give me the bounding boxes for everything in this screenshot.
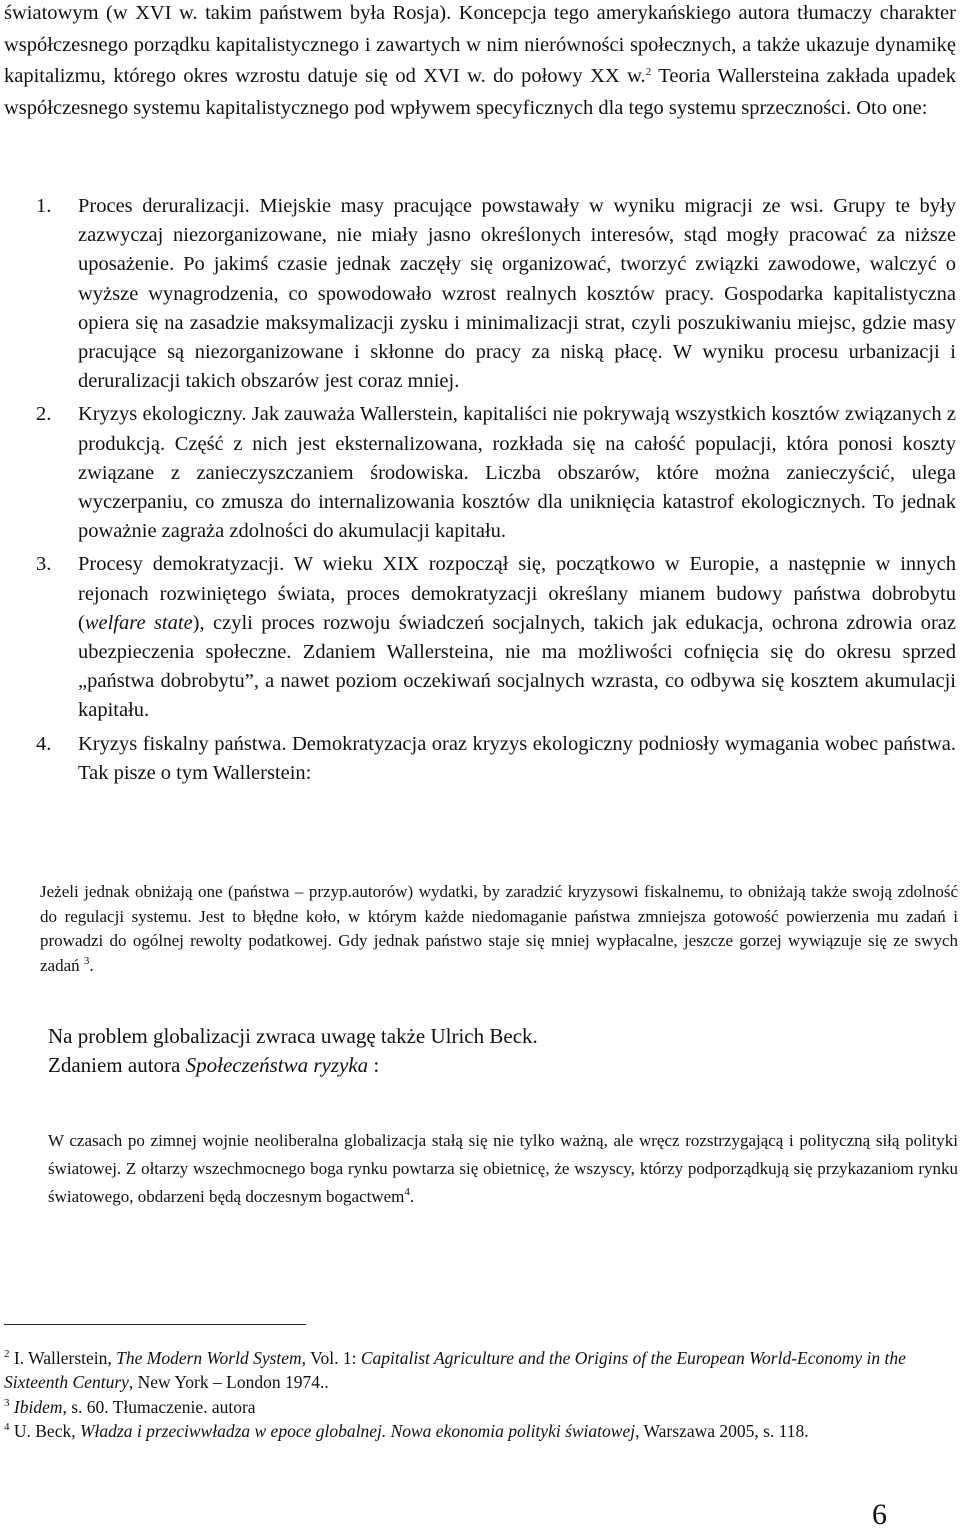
list-item [6, 550, 956, 725]
list-item-number: 3. [36, 553, 52, 576]
footnote: $^4$ U. Beck, Władza i przeciwwładza w epoce globalnej. Nowa ekonomia polityki światowej, Warszawa 2005, s. 118. [4, 1421, 809, 1442]
beck-intro-line: Zdaniem autora Społeczeństwa ryzyka : [48, 1053, 380, 1077]
list-item-text: Procesy demokratyzacji. W wieku XIX rozpoczął się, początkowo w Europie, a następnie w innych rejonach rozwiniętego świata, proces demokratyzacji określany mianem budowy państwa dobrobytu (welfare state), czyli proces rozwoju świadczeń socjalnych, takich jak edukacja, ochrona zdrowia oraz ubezpieczenia społeczne. Zdaniem Wallersteina, nie ma możliwości cofnięcia się do okresu sprzed „państwa dobrobytu”, a nawet poziom oczekiwań socjalnych wzrasta, co odbywa się kosztem akumulacji kapitału. [78, 553, 956, 722]
footnote: $^3$ Ibidem, s. 60. Tłumaczenie. autora [4, 1396, 256, 1417]
list-item [6, 192, 956, 396]
beck-intro [48, 1022, 948, 1080]
italic-term: welfare state [84, 611, 193, 634]
list-item [6, 730, 956, 788]
contradictions-list [6, 192, 956, 788]
list-item [6, 400, 956, 546]
footnote-number: 2 [4, 1348, 10, 1360]
beck-quote: W czasach po zimnej wojnie neoliberalna globalizacja stałą się nie tylko ważną, ale wręcz rozstrzygającą i polityczną siłą polityki światowej. Z ołtarzy wszechmocnego boga rynku powtarza się obietnicę, że wszyscy, którzy podporządkują się przykazaniom rynku światowego, obdarzeni będą doczesnym bogactwem$^4$. [48, 1131, 958, 1206]
footnotes [4, 1346, 940, 1444]
list-item-number: 1. [36, 195, 52, 217]
opening-paragraph: światowym (w XVI w. takim państwem była Rosja). Koncepcja tego amerykańskiego autora tłumaczy charakter współczesnego porządku kapitalistycznego i zawartych w nim nierówności społecznych, a także ukazuje dynamikę kapitalizmu, którego okres wzrostu datuje się od XVI w. do połowy XX w.$^2$ Teoria Wallersteina zakłada upadek współczesnego systemu kapitalistycznego pod wpływem specyficznych dla tego systemu sprzeczności. Oto one: [4, 2, 956, 119]
footnote-ref: 2 [645, 66, 652, 78]
footnote: $^2$ I. Wallerstein, The Modern World System, Vol. 1: Capitalist Agriculture and the Origins of the European World-Economy in the Sixteenth Century, New York – London 1974.. [4, 1348, 906, 1393]
list-item-number: 2. [36, 403, 52, 426]
beck-intro-line: Na problem globalizacji zwraca uwagę także Ulrich Beck. [48, 1024, 538, 1048]
list-item-text: Kryzys fiskalny państwa. Demokratyzacja oraz kryzys ekologiczny podniosły wymagania wobec państwa. Tak pisze o tym Wallerstein: [78, 732, 956, 784]
footnote-ref: 3 [83, 954, 90, 967]
list-item-text: Kryzys ekologiczny. Jak zauważa Wallerstein, kapitaliści nie pokrywają wszystkich kosztów związanych z produkcją. Część z nich jest eksternalizowana, rozkłada się na całość populacji, która ponosi koszty związane z zanieczyszczaniem środowiska. Liczba obszarów, które można zanieczyścić, ulega wyczerpaniu, co zmusza do internalizowania kosztów dla uniknięcia katastrof ekologicznych. To jednak poważnie zagraża zdolności do akumulacji kapitału. [78, 403, 956, 543]
page-number: 6 [872, 1498, 887, 1531]
footnote-number: 4 [4, 1421, 10, 1434]
footnote-divider [4, 1324, 306, 1325]
footnote-ref: 4 [404, 1186, 410, 1198]
list-item-number: 4. [36, 732, 52, 755]
footnote-number: 3 [4, 1396, 10, 1409]
book-title: Społeczeństwa ryzyka [185, 1053, 369, 1077]
wallerstein-quote: Jeżeli jednak obniżają one (państwa – przyp.autorów) wydatki, by zaradzić kryzysowi fiskalnemu, to obniżają także swoją zdolność do regulacji systemu. Jest to błędne koło, w którym każde niedomaganie państwa zmniejsza gotowość powierzenia mu zadań i prowadzi do ogólnej rewolty podatkowej. Gdy jednak państwo staje się mniej wypłacalne, jeszcze gorzej wywiązuje się ze swych zadań $^3$. [40, 882, 958, 975]
list-item-text: Proces deruralizacji. Miejskie masy pracujące powstawały w wyniku migracji ze wsi. Grupy te były zazwyczaj niezorganizowane, nie miały jasno określonych interesów, stąd mogły pracować za niższe uposażenie. Po jakimś czasie jednak zaczęły się organizować, tworzyć związki zawodowe, walczyć o wyższe wynagrodzenia, co spowodowało wzrost realnych kosztów pracy. Gospodarka kapitalistyczna opiera się na zasadzie maksymalizacji zysku i minimalizacji strat, czyli poszukiwaniu miejsc, gdzie masy pracujące są niezorganizowane i skłonne do pracy za niską płacę. W wyniku procesu urbanizacji i deruralizacji takich obszarów jest coraz mniej. [78, 195, 956, 393]
